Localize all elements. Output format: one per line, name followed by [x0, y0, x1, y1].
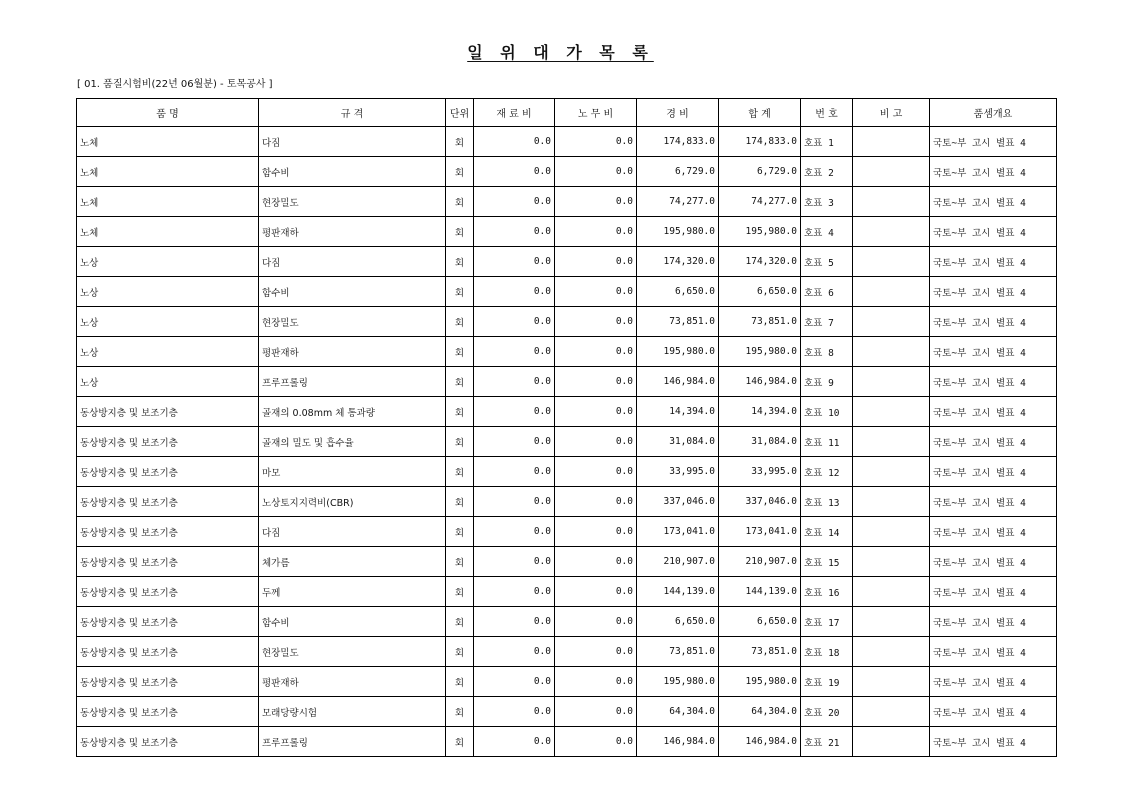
labor-cost-cell: 0.0: [555, 487, 637, 517]
standard-cell: 국토~부 고시 별표 4: [930, 697, 1057, 727]
table-row: [77, 427, 1057, 457]
item-name-cell: 동상방지층 및 보조기층: [77, 547, 259, 577]
expense-cell: 195,980.0: [637, 667, 719, 697]
total-cell: 210,907.0: [719, 547, 801, 577]
item-name-cell: 노상: [77, 307, 259, 337]
unit-cell: 회: [446, 307, 474, 337]
expense-cell: 174,320.0: [637, 247, 719, 277]
total-cell: 195,980.0: [719, 667, 801, 697]
expense-cell: 6,650.0: [637, 607, 719, 637]
spec-cell: 평판재하: [259, 337, 446, 367]
expense-cell: 173,041.0: [637, 517, 719, 547]
labor-cost-cell: 0.0: [555, 577, 637, 607]
header-unit: 단위: [446, 99, 474, 127]
total-cell: 31,084.0: [719, 427, 801, 457]
item-name-cell: 동상방지층 및 보조기층: [77, 577, 259, 607]
expense-cell: 195,980.0: [637, 217, 719, 247]
table-row: [77, 517, 1057, 547]
standard-cell: 국토~부 고시 별표 4: [930, 517, 1057, 547]
standard-cell: 국토~부 고시 별표 4: [930, 487, 1057, 517]
standard-cell: 국토~부 고시 별표 4: [930, 307, 1057, 337]
expense-cell: 6,650.0: [637, 277, 719, 307]
table-header-row: [77, 99, 1057, 127]
spec-cell: 체가름: [259, 547, 446, 577]
item-name-cell: 노체: [77, 217, 259, 247]
spec-cell: 현장밀도: [259, 307, 446, 337]
material-cost-cell: 0.0: [474, 367, 555, 397]
total-cell: 144,139.0: [719, 577, 801, 607]
number-cell: 호표 15: [801, 547, 853, 577]
table-row: [77, 667, 1057, 697]
remarks-cell: [853, 457, 930, 487]
standard-cell: 국토~부 고시 별표 4: [930, 577, 1057, 607]
table-row: [77, 247, 1057, 277]
expense-cell: 144,139.0: [637, 577, 719, 607]
material-cost-cell: 0.0: [474, 697, 555, 727]
item-name-cell: 노상: [77, 277, 259, 307]
total-cell: 73,851.0: [719, 307, 801, 337]
number-cell: 호표 21: [801, 727, 853, 757]
spec-cell: 마모: [259, 457, 446, 487]
expense-cell: 74,277.0: [637, 187, 719, 217]
table-row: [77, 367, 1057, 397]
standard-cell: 국토~부 고시 별표 4: [930, 607, 1057, 637]
spec-cell: 골재의 0.08mm 체 통과량: [259, 397, 446, 427]
header-item-name: 품 명: [77, 99, 259, 127]
unit-cell: 회: [446, 217, 474, 247]
standard-cell: 국토~부 고시 별표 4: [930, 247, 1057, 277]
item-name-cell: 노상: [77, 337, 259, 367]
header-standard: 품셈개요: [930, 99, 1057, 127]
standard-cell: 국토~부 고시 별표 4: [930, 547, 1057, 577]
unit-cell: 회: [446, 457, 474, 487]
material-cost-cell: 0.0: [474, 247, 555, 277]
header-labor-cost: 노 무 비: [555, 99, 637, 127]
item-name-cell: 노체: [77, 187, 259, 217]
number-cell: 호표 4: [801, 217, 853, 247]
item-name-cell: 동상방지층 및 보조기층: [77, 637, 259, 667]
table-row: [77, 697, 1057, 727]
standard-cell: 국토~부 고시 별표 4: [930, 277, 1057, 307]
spec-cell: 함수비: [259, 277, 446, 307]
standard-cell: 국토~부 고시 별표 4: [930, 457, 1057, 487]
material-cost-cell: 0.0: [474, 127, 555, 157]
table-row: [77, 127, 1057, 157]
material-cost-cell: 0.0: [474, 517, 555, 547]
standard-cell: 국토~부 고시 별표 4: [930, 427, 1057, 457]
expense-cell: 6,729.0: [637, 157, 719, 187]
total-cell: 64,304.0: [719, 697, 801, 727]
unit-cell: 회: [446, 547, 474, 577]
header-total: 합 계: [719, 99, 801, 127]
expense-cell: 146,984.0: [637, 727, 719, 757]
unit-cell: 회: [446, 727, 474, 757]
number-cell: 호표 13: [801, 487, 853, 517]
labor-cost-cell: 0.0: [555, 727, 637, 757]
spec-cell: 평판재하: [259, 667, 446, 697]
total-cell: 146,984.0: [719, 727, 801, 757]
standard-cell: 국토~부 고시 별표 4: [930, 727, 1057, 757]
standard-cell: 국토~부 고시 별표 4: [930, 397, 1057, 427]
item-name-cell: 노체: [77, 127, 259, 157]
unit-cell: 회: [446, 607, 474, 637]
total-cell: 74,277.0: [719, 187, 801, 217]
total-cell: 33,995.0: [719, 457, 801, 487]
remarks-cell: [853, 577, 930, 607]
item-name-cell: 동상방지층 및 보조기층: [77, 607, 259, 637]
labor-cost-cell: 0.0: [555, 427, 637, 457]
remarks-cell: [853, 547, 930, 577]
number-cell: 호표 20: [801, 697, 853, 727]
number-cell: 호표 8: [801, 337, 853, 367]
spec-cell: 다짐: [259, 127, 446, 157]
table-row: [77, 487, 1057, 517]
labor-cost-cell: 0.0: [555, 667, 637, 697]
unit-cell: 회: [446, 517, 474, 547]
total-cell: 6,650.0: [719, 607, 801, 637]
item-name-cell: 노상: [77, 247, 259, 277]
table-row: [77, 637, 1057, 667]
total-cell: 174,320.0: [719, 247, 801, 277]
item-name-cell: 동상방지층 및 보조기층: [77, 427, 259, 457]
labor-cost-cell: 0.0: [555, 127, 637, 157]
remarks-cell: [853, 217, 930, 247]
material-cost-cell: 0.0: [474, 157, 555, 187]
expense-cell: 14,394.0: [637, 397, 719, 427]
total-cell: 146,984.0: [719, 367, 801, 397]
unit-cell: 회: [446, 667, 474, 697]
expense-cell: 33,995.0: [637, 457, 719, 487]
item-name-cell: 동상방지층 및 보조기층: [77, 727, 259, 757]
total-cell: 174,833.0: [719, 127, 801, 157]
total-cell: 195,980.0: [719, 217, 801, 247]
unit-cell: 회: [446, 127, 474, 157]
standard-cell: 국토~부 고시 별표 4: [930, 667, 1057, 697]
header-material-cost: 재 료 비: [474, 99, 555, 127]
labor-cost-cell: 0.0: [555, 337, 637, 367]
material-cost-cell: 0.0: [474, 337, 555, 367]
expense-cell: 210,907.0: [637, 547, 719, 577]
labor-cost-cell: 0.0: [555, 247, 637, 277]
total-cell: 14,394.0: [719, 397, 801, 427]
expense-cell: 174,833.0: [637, 127, 719, 157]
spec-cell: 모래당량시험: [259, 697, 446, 727]
remarks-cell: [853, 517, 930, 547]
unit-cell: 회: [446, 397, 474, 427]
document-title: [0, 40, 1121, 63]
remarks-cell: [853, 487, 930, 517]
total-cell: 337,046.0: [719, 487, 801, 517]
remarks-cell: [853, 427, 930, 457]
item-name-cell: 노상: [77, 367, 259, 397]
expense-cell: 146,984.0: [637, 367, 719, 397]
table-row: [77, 547, 1057, 577]
spec-cell: 골재의 밀도 및 흡수율: [259, 427, 446, 457]
table-body: [77, 127, 1057, 757]
header-number: 번 호: [801, 99, 853, 127]
labor-cost-cell: 0.0: [555, 607, 637, 637]
unit-cell: 회: [446, 577, 474, 607]
total-cell: 173,041.0: [719, 517, 801, 547]
spec-cell: 함수비: [259, 607, 446, 637]
spec-cell: 현장밀도: [259, 187, 446, 217]
remarks-cell: [853, 127, 930, 157]
header-remarks: 비 고: [853, 99, 930, 127]
unit-cell: 회: [446, 187, 474, 217]
number-cell: 호표 2: [801, 157, 853, 187]
spec-cell: 프루프롤링: [259, 727, 446, 757]
standard-cell: 국토~부 고시 별표 4: [930, 367, 1057, 397]
item-name-cell: 동상방지층 및 보조기층: [77, 697, 259, 727]
spec-cell: 두께: [259, 577, 446, 607]
unit-cell: 회: [446, 487, 474, 517]
number-cell: 호표 3: [801, 187, 853, 217]
number-cell: 호표 14: [801, 517, 853, 547]
remarks-cell: [853, 157, 930, 187]
number-cell: 호표 16: [801, 577, 853, 607]
unit-cell: 회: [446, 277, 474, 307]
item-name-cell: 동상방지층 및 보조기층: [77, 517, 259, 547]
material-cost-cell: 0.0: [474, 487, 555, 517]
item-name-cell: 노체: [77, 157, 259, 187]
labor-cost-cell: 0.0: [555, 157, 637, 187]
number-cell: 호표 10: [801, 397, 853, 427]
number-cell: 호표 17: [801, 607, 853, 637]
labor-cost-cell: 0.0: [555, 307, 637, 337]
number-cell: 호표 1: [801, 127, 853, 157]
unit-cell: 회: [446, 427, 474, 457]
material-cost-cell: 0.0: [474, 307, 555, 337]
expense-cell: 64,304.0: [637, 697, 719, 727]
material-cost-cell: 0.0: [474, 457, 555, 487]
labor-cost-cell: 0.0: [555, 397, 637, 427]
labor-cost-cell: 0.0: [555, 367, 637, 397]
standard-cell: 국토~부 고시 별표 4: [930, 217, 1057, 247]
expense-cell: 31,084.0: [637, 427, 719, 457]
material-cost-cell: 0.0: [474, 427, 555, 457]
number-cell: 호표 9: [801, 367, 853, 397]
table-row: [77, 397, 1057, 427]
remarks-cell: [853, 727, 930, 757]
standard-cell: 국토~부 고시 별표 4: [930, 337, 1057, 367]
expense-cell: 337,046.0: [637, 487, 719, 517]
total-cell: 6,729.0: [719, 157, 801, 187]
item-name-cell: 동상방지층 및 보조기층: [77, 457, 259, 487]
table-row: [77, 277, 1057, 307]
spec-cell: 노상토지지력비(CBR): [259, 487, 446, 517]
unit-price-table: [76, 98, 1057, 757]
table-row: [77, 187, 1057, 217]
header-expense: 경 비: [637, 99, 719, 127]
table-row: [77, 607, 1057, 637]
number-cell: 호표 5: [801, 247, 853, 277]
unit-cell: 회: [446, 637, 474, 667]
table-row: [77, 337, 1057, 367]
unit-cell: 회: [446, 367, 474, 397]
expense-cell: 195,980.0: [637, 337, 719, 367]
number-cell: 호표 19: [801, 667, 853, 697]
labor-cost-cell: 0.0: [555, 457, 637, 487]
standard-cell: 국토~부 고시 별표 4: [930, 637, 1057, 667]
remarks-cell: [853, 187, 930, 217]
table-row: [77, 727, 1057, 757]
material-cost-cell: 0.0: [474, 187, 555, 217]
table-row: [77, 217, 1057, 247]
table-row: [77, 307, 1057, 337]
labor-cost-cell: 0.0: [555, 517, 637, 547]
remarks-cell: [853, 637, 930, 667]
spec-cell: 함수비: [259, 157, 446, 187]
unit-cell: 회: [446, 157, 474, 187]
number-cell: 호표 6: [801, 277, 853, 307]
item-name-cell: 동상방지층 및 보조기층: [77, 397, 259, 427]
labor-cost-cell: 0.0: [555, 697, 637, 727]
labor-cost-cell: 0.0: [555, 637, 637, 667]
unit-cell: 회: [446, 247, 474, 277]
unit-cell: 회: [446, 697, 474, 727]
material-cost-cell: 0.0: [474, 217, 555, 247]
spec-cell: 다짐: [259, 517, 446, 547]
spec-cell: 현장밀도: [259, 637, 446, 667]
remarks-cell: [853, 277, 930, 307]
item-name-cell: 동상방지층 및 보조기층: [77, 667, 259, 697]
total-cell: 195,980.0: [719, 337, 801, 367]
expense-cell: 73,851.0: [637, 307, 719, 337]
labor-cost-cell: 0.0: [555, 277, 637, 307]
total-cell: 73,851.0: [719, 637, 801, 667]
material-cost-cell: 0.0: [474, 277, 555, 307]
remarks-cell: [853, 667, 930, 697]
header-spec: 규 격: [259, 99, 446, 127]
material-cost-cell: 0.0: [474, 667, 555, 697]
table-row: [77, 157, 1057, 187]
standard-cell: 국토~부 고시 별표 4: [930, 187, 1057, 217]
material-cost-cell: 0.0: [474, 727, 555, 757]
document-title-text: 일 위 대 가 목 록: [467, 43, 654, 62]
table-row: [77, 457, 1057, 487]
spec-cell: 다짐: [259, 247, 446, 277]
remarks-cell: [853, 247, 930, 277]
remarks-cell: [853, 337, 930, 367]
remarks-cell: [853, 607, 930, 637]
remarks-cell: [853, 697, 930, 727]
unit-cell: 회: [446, 337, 474, 367]
standard-cell: 국토~부 고시 별표 4: [930, 127, 1057, 157]
item-name-cell: 동상방지층 및 보조기층: [77, 487, 259, 517]
material-cost-cell: 0.0: [474, 547, 555, 577]
labor-cost-cell: 0.0: [555, 187, 637, 217]
number-cell: 호표 11: [801, 427, 853, 457]
document-subtitle: [ 01. 품질시험비(22년 06월분) - 토목공사 ]: [77, 79, 273, 90]
total-cell: 6,650.0: [719, 277, 801, 307]
material-cost-cell: 0.0: [474, 397, 555, 427]
remarks-cell: [853, 307, 930, 337]
material-cost-cell: 0.0: [474, 637, 555, 667]
number-cell: 호표 12: [801, 457, 853, 487]
table-row: [77, 577, 1057, 607]
expense-cell: 73,851.0: [637, 637, 719, 667]
spec-cell: 평판재하: [259, 217, 446, 247]
number-cell: 호표 18: [801, 637, 853, 667]
spec-cell: 프루프롤링: [259, 367, 446, 397]
standard-cell: 국토~부 고시 별표 4: [930, 157, 1057, 187]
remarks-cell: [853, 367, 930, 397]
labor-cost-cell: 0.0: [555, 547, 637, 577]
material-cost-cell: 0.0: [474, 607, 555, 637]
remarks-cell: [853, 397, 930, 427]
number-cell: 호표 7: [801, 307, 853, 337]
material-cost-cell: 0.0: [474, 577, 555, 607]
labor-cost-cell: 0.0: [555, 217, 637, 247]
